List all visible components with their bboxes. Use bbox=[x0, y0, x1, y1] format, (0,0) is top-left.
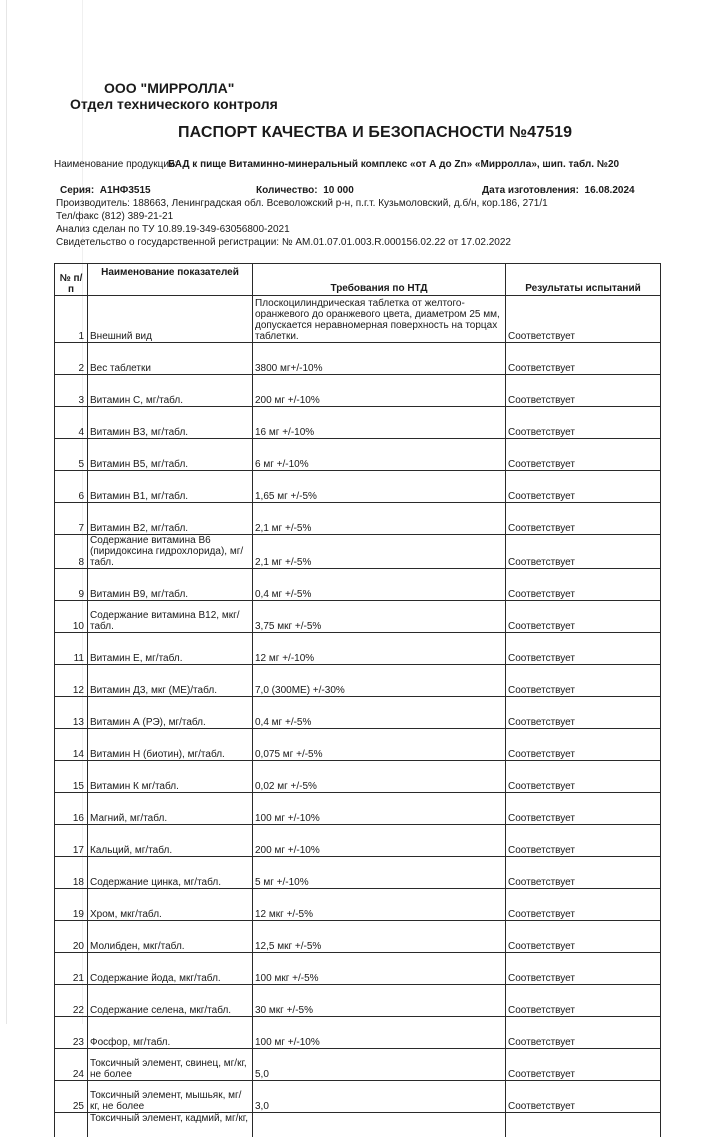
row-number: 1 bbox=[55, 296, 88, 343]
row-indicator-name: Витамин Е, мг/табл. bbox=[88, 633, 253, 665]
row-number: 15 bbox=[55, 761, 88, 793]
row-requirement: 0,4 мг +/-5% bbox=[253, 569, 506, 601]
table-row bbox=[55, 825, 661, 857]
header-result: Результаты испытаний bbox=[506, 264, 661, 296]
row-requirement: 3800 мг+/-10% bbox=[253, 343, 506, 375]
row-requirement: 200 мг +/-10% bbox=[253, 375, 506, 407]
row-indicator-name: Витамин В9, мг/табл. bbox=[88, 569, 253, 601]
table-row bbox=[55, 953, 661, 985]
row-indicator-name: Содержание селена, мкг/табл. bbox=[88, 985, 253, 1017]
row-number: 5 bbox=[55, 439, 88, 471]
row-requirement: 6 мг +/-10% bbox=[253, 439, 506, 471]
row-result: Соответствует bbox=[506, 921, 661, 953]
table-row bbox=[55, 729, 661, 761]
table-row bbox=[55, 1081, 661, 1113]
row-number: 21 bbox=[55, 953, 88, 985]
row-result: Соответствует bbox=[506, 793, 661, 825]
row-requirement: 100 мкг +/-5% bbox=[253, 953, 506, 985]
row-requirement: 16 мг +/-10% bbox=[253, 407, 506, 439]
row-indicator-name: Молибден, мкг/табл. bbox=[88, 921, 253, 953]
row-result: Соответствует bbox=[506, 825, 661, 857]
row-requirement: 5 мг +/-10% bbox=[253, 857, 506, 889]
row-indicator-name: Витамин В2, мг/табл. bbox=[88, 503, 253, 535]
row-indicator-name: Магний, мг/табл. bbox=[88, 793, 253, 825]
row-number: 25 bbox=[55, 1081, 88, 1113]
table-row bbox=[55, 296, 661, 343]
organization-name: ООО "МИРРОЛЛА" bbox=[104, 80, 235, 96]
row-result: Соответствует bbox=[506, 471, 661, 503]
row-result: Соответствует bbox=[506, 633, 661, 665]
row-result: Соответствует bbox=[506, 407, 661, 439]
table-header-row bbox=[55, 264, 661, 296]
row-indicator-name: Витамин К мг/табл. bbox=[88, 761, 253, 793]
row-result: Соответствует bbox=[506, 1049, 661, 1081]
row-requirement: 3,75 мкг +/-5% bbox=[253, 601, 506, 633]
row-indicator-name: Витамин С, мг/табл. bbox=[88, 375, 253, 407]
table-row bbox=[55, 665, 661, 697]
row-indicator-name: Витамин Н (биотин), мг/табл. bbox=[88, 729, 253, 761]
row-number: 18 bbox=[55, 857, 88, 889]
table-row bbox=[55, 985, 661, 1017]
row-number: 6 bbox=[55, 471, 88, 503]
row-indicator-name: Фосфор, мг/табл. bbox=[88, 1017, 253, 1049]
row-number: 4 bbox=[55, 407, 88, 439]
row-indicator-name: Токсичный элемент, свинец, мг/кг, не более bbox=[88, 1049, 253, 1081]
table-row bbox=[55, 375, 661, 407]
row-result: Соответствует bbox=[506, 857, 661, 889]
row-result: Соответствует bbox=[506, 985, 661, 1017]
row-requirement: 1,65 мг +/-5% bbox=[253, 471, 506, 503]
row-result: Соответствует bbox=[506, 729, 661, 761]
manufacturer-address: Производитель: 188663, Ленинградская обл. Всеволожский р-н, п.г.т. Кузьмоловский, д.б/н, кор.186, 271/1 bbox=[56, 198, 548, 209]
row-indicator-name: Содержание йода, мкг/табл. bbox=[88, 953, 253, 985]
row-requirement: 0,075 мг +/-5% bbox=[253, 729, 506, 761]
row-requirement: 0,4 мг +/-5% bbox=[253, 697, 506, 729]
row-requirement: Плоскоцилиндрическая таблетка от желтого-оранжевого до оранжевого цвета, диаметром 25 мм, допускается неравномерная поверхность на торцах таблетки. bbox=[253, 296, 506, 343]
table-row bbox=[55, 1113, 661, 1137]
table-row bbox=[55, 1017, 661, 1049]
quality-table bbox=[54, 263, 661, 1137]
quantity-field bbox=[256, 185, 354, 196]
table-row bbox=[55, 601, 661, 633]
header-num: № п/п bbox=[55, 264, 88, 296]
row-number: 10 bbox=[55, 601, 88, 633]
manufacture-date-field bbox=[482, 185, 635, 196]
series-field bbox=[60, 185, 151, 196]
row-result: Соответствует bbox=[506, 439, 661, 471]
row-requirement: 12 мкг +/-5% bbox=[253, 889, 506, 921]
row-indicator-name: Витамин В1, мг/табл. bbox=[88, 471, 253, 503]
row-requirement bbox=[253, 1113, 506, 1137]
table-row bbox=[55, 569, 661, 601]
table-row bbox=[55, 1049, 661, 1081]
table-row bbox=[55, 921, 661, 953]
row-indicator-name: Вес таблетки bbox=[88, 343, 253, 375]
header-requirement: Требования по НТД bbox=[253, 264, 506, 296]
table-row bbox=[55, 633, 661, 665]
table-row bbox=[55, 761, 661, 793]
table-row bbox=[55, 343, 661, 375]
analysis-standard: Анализ сделан по ТУ 10.89.19-349-63056800-2021 bbox=[56, 224, 290, 235]
table-row bbox=[55, 407, 661, 439]
row-requirement: 3,0 bbox=[253, 1081, 506, 1113]
row-requirement: 2,1 мг +/-5% bbox=[253, 503, 506, 535]
row-requirement: 2,1 мг +/-5% bbox=[253, 535, 506, 569]
row-result: Соответствует bbox=[506, 601, 661, 633]
row-indicator-name: Хром, мкг/табл. bbox=[88, 889, 253, 921]
row-result: Соответствует bbox=[506, 503, 661, 535]
registration-certificate: Свидетельство о государственной регистрации: № AM.01.07.01.003.R.000156.02.22 от 17.02.2022 bbox=[56, 237, 511, 248]
row-result: Соответствует bbox=[506, 697, 661, 729]
quantity-value: 10 000 bbox=[323, 185, 354, 196]
row-requirement: 12,5 мкг +/-5% bbox=[253, 921, 506, 953]
row-indicator-name: Токсичный элемент, мышьяк, мг/кг, не более bbox=[88, 1081, 253, 1113]
manufacture-date-label: Дата изготовления: bbox=[482, 185, 579, 196]
row-requirement: 12 мг +/-10% bbox=[253, 633, 506, 665]
header-name: Наименование показателей bbox=[88, 264, 253, 296]
row-result: Соответствует bbox=[506, 569, 661, 601]
series-value: А1НФ3515 bbox=[99, 185, 151, 196]
row-number: 24 bbox=[55, 1049, 88, 1081]
table-row bbox=[55, 857, 661, 889]
row-indicator-name: Витамин Д3, мкг (МЕ)/табл. bbox=[88, 665, 253, 697]
row-number: 11 bbox=[55, 633, 88, 665]
row-result: Соответствует bbox=[506, 535, 661, 569]
product-name: БАД к пище Витаминно-минеральный комплекс «от А до Zn» «Мирролла», шип. табл. №20 bbox=[168, 159, 620, 170]
table-row bbox=[55, 503, 661, 535]
row-number: 19 bbox=[55, 889, 88, 921]
row-result bbox=[506, 1113, 661, 1137]
row-number: 13 bbox=[55, 697, 88, 729]
row-result: Соответствует bbox=[506, 1017, 661, 1049]
row-result: Соответствует bbox=[506, 343, 661, 375]
row-number: 17 bbox=[55, 825, 88, 857]
row-number: 16 bbox=[55, 793, 88, 825]
row-requirement: 30 мкг +/-5% bbox=[253, 985, 506, 1017]
phone-fax: Тел/факс (812) 389-21-21 bbox=[56, 211, 174, 222]
row-indicator-name: Витамин В3, мг/табл. bbox=[88, 407, 253, 439]
row-number bbox=[55, 1113, 88, 1137]
row-result: Соответствует bbox=[506, 889, 661, 921]
row-requirement: 7,0 (300МЕ) +/-30% bbox=[253, 665, 506, 697]
product-label: Наименование продукции: bbox=[54, 159, 178, 170]
row-indicator-name: Содержание цинка, мг/табл. bbox=[88, 857, 253, 889]
row-result: Соответствует bbox=[506, 375, 661, 407]
row-number: 8 bbox=[55, 535, 88, 569]
table-row bbox=[55, 535, 661, 569]
row-indicator-name: Кальций, мг/табл. bbox=[88, 825, 253, 857]
row-indicator-name: Токсичный элемент, кадмий, мг/кг, bbox=[88, 1113, 253, 1137]
table-row bbox=[55, 439, 661, 471]
row-indicator-name: Содержание витамина В12, мкг/табл. bbox=[88, 601, 253, 633]
row-number: 14 bbox=[55, 729, 88, 761]
department-name: Отдел технического контроля bbox=[70, 96, 278, 112]
scan-edge bbox=[6, 0, 7, 1024]
row-result: Соответствует bbox=[506, 665, 661, 697]
row-number: 20 bbox=[55, 921, 88, 953]
row-requirement: 100 мг +/-10% bbox=[253, 1017, 506, 1049]
row-requirement: 100 мг +/-10% bbox=[253, 793, 506, 825]
row-result: Соответствует bbox=[506, 761, 661, 793]
row-result: Соответствует bbox=[506, 953, 661, 985]
row-number: 7 bbox=[55, 503, 88, 535]
table-row bbox=[55, 471, 661, 503]
row-indicator-name: Внешний вид bbox=[88, 296, 253, 343]
document-title: ПАСПОРТ КАЧЕСТВА И БЕЗОПАСНОСТИ №47519 bbox=[178, 124, 573, 141]
row-number: 12 bbox=[55, 665, 88, 697]
row-indicator-name: Содержание витамина В6 (пиридоксина гидрохлорида), мг/табл. bbox=[88, 535, 253, 569]
table-row bbox=[55, 889, 661, 921]
row-number: 23 bbox=[55, 1017, 88, 1049]
row-requirement: 5,0 bbox=[253, 1049, 506, 1081]
row-number: 2 bbox=[55, 343, 88, 375]
row-number: 3 bbox=[55, 375, 88, 407]
table-row bbox=[55, 793, 661, 825]
quantity-label: Количество: bbox=[256, 185, 318, 196]
row-indicator-name: Витамин В5, мг/табл. bbox=[88, 439, 253, 471]
row-requirement: 0,02 мг +/-5% bbox=[253, 761, 506, 793]
row-number: 22 bbox=[55, 985, 88, 1017]
row-indicator-name: Витамин А (РЭ), мг/табл. bbox=[88, 697, 253, 729]
row-result: Соответствует bbox=[506, 296, 661, 343]
table-row bbox=[55, 697, 661, 729]
series-label: Серия: bbox=[60, 185, 95, 196]
row-number: 9 bbox=[55, 569, 88, 601]
row-result: Соответствует bbox=[506, 1081, 661, 1113]
row-requirement: 200 мг +/-10% bbox=[253, 825, 506, 857]
manufacture-date-value: 16.08.2024 bbox=[584, 185, 635, 196]
